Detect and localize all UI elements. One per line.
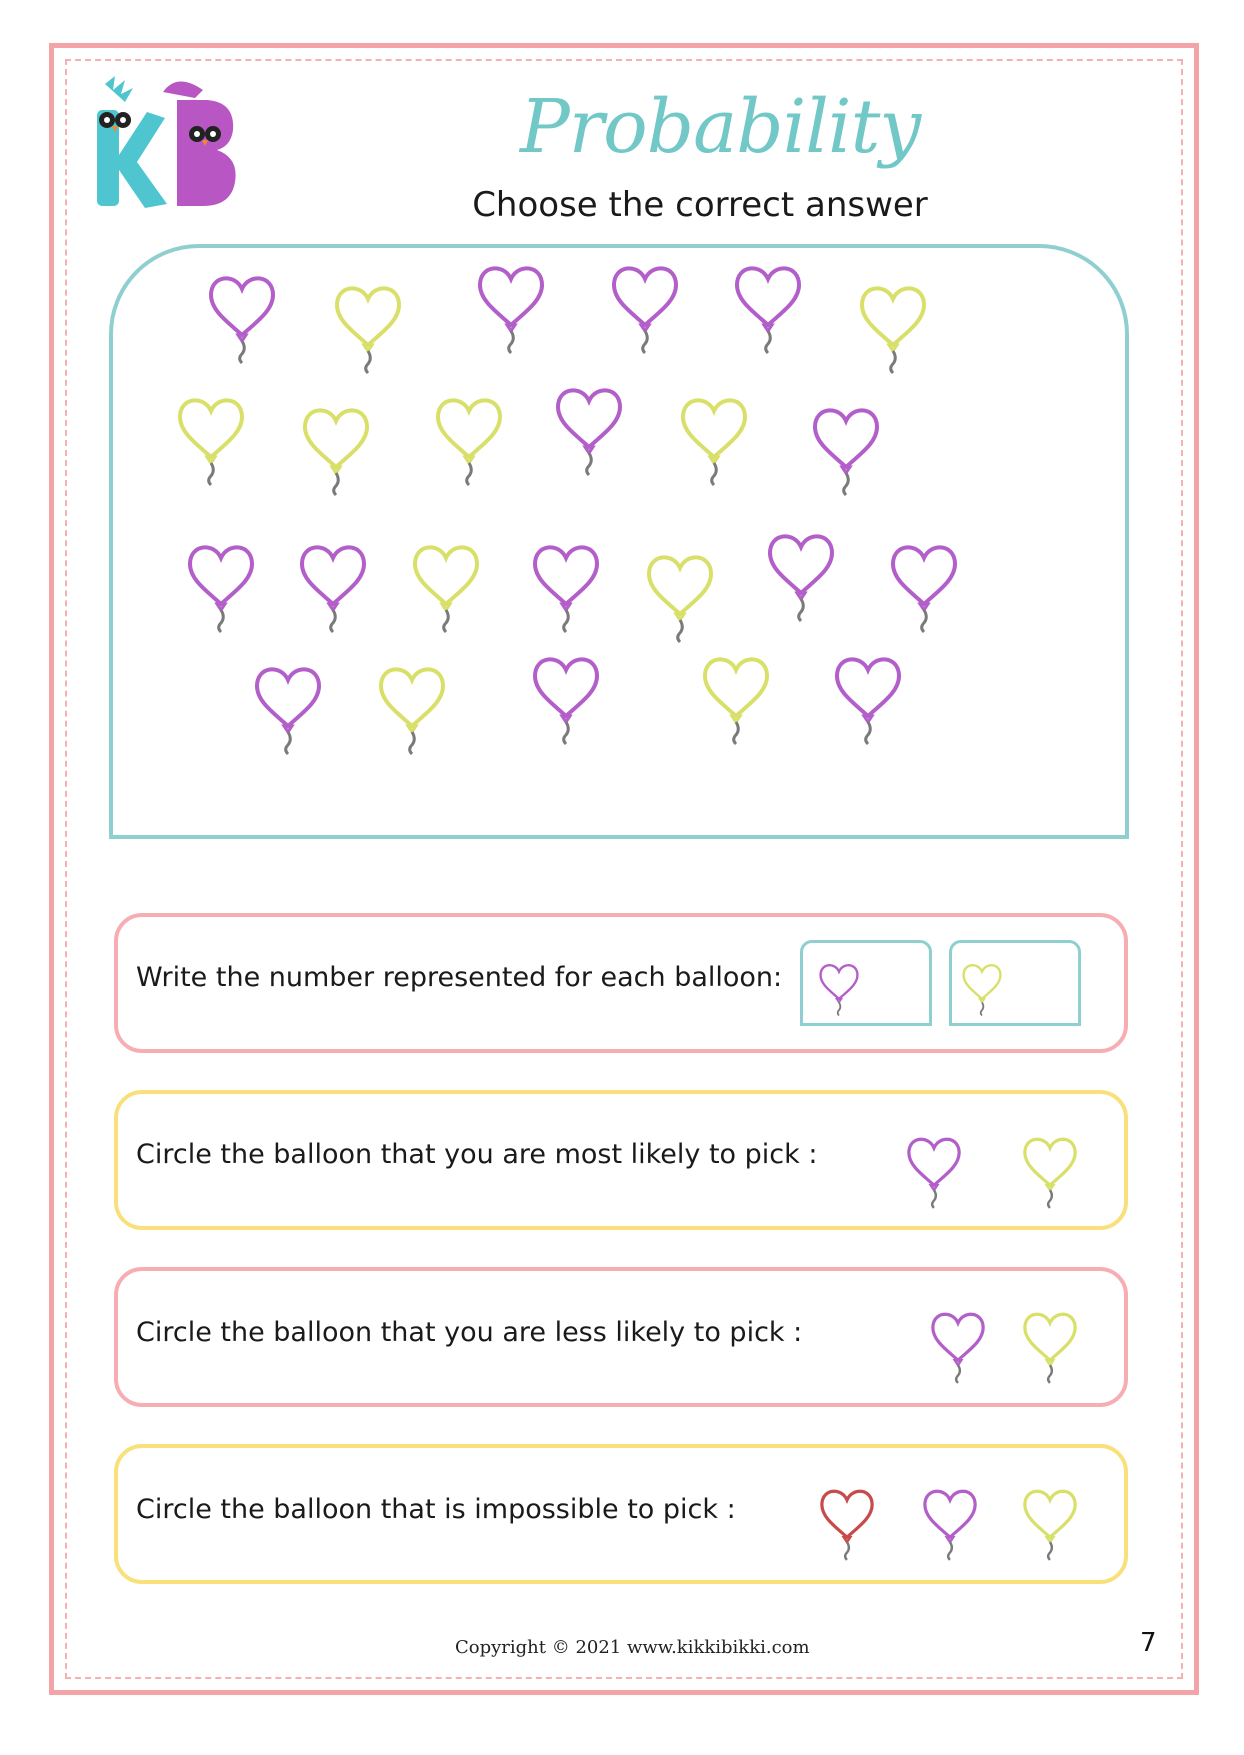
balloon-purple xyxy=(887,534,961,634)
balloon-yellow xyxy=(174,387,248,487)
page-title: Probability xyxy=(520,84,921,170)
balloon-purple xyxy=(731,255,805,355)
balloon-purple xyxy=(809,397,883,497)
balloon-yellow xyxy=(409,534,483,634)
balloon-yellow xyxy=(699,646,773,746)
copyright-text: Copyright © 2021 www.kikkibikki.com xyxy=(455,1637,810,1658)
answer-box-yellow[interactable] xyxy=(949,940,1081,1026)
balloon-icon-yellow xyxy=(960,957,1004,1017)
balloon-yellow xyxy=(331,275,405,375)
option-balloon-yellow[interactable] xyxy=(1020,1303,1080,1385)
balloon-purple xyxy=(529,534,603,634)
logo-k xyxy=(97,76,167,208)
balloon-purple xyxy=(296,534,370,634)
balloon-yellow xyxy=(375,656,449,756)
balloon-purple xyxy=(552,377,626,477)
balloon-purple xyxy=(184,534,258,634)
question-impossible-text: Circle the balloon that is impossible to pick : xyxy=(136,1494,736,1525)
option-balloon-yellow[interactable] xyxy=(1020,1480,1080,1562)
balloon-purple xyxy=(474,255,548,355)
balloon-purple xyxy=(251,656,325,756)
balloon-yellow xyxy=(643,544,717,644)
option-balloon-yellow[interactable] xyxy=(1020,1128,1080,1210)
balloon-purple xyxy=(608,255,682,355)
balloon-purple xyxy=(764,523,838,623)
balloon-yellow xyxy=(432,387,506,487)
page-number: 7 xyxy=(1140,1628,1157,1658)
option-balloon-purple[interactable] xyxy=(920,1480,980,1562)
balloon-yellow xyxy=(856,275,930,375)
balloon-yellow xyxy=(299,397,373,497)
balloon-purple xyxy=(529,646,603,746)
kb-logo xyxy=(85,72,245,212)
balloon-yellow xyxy=(677,387,751,487)
option-balloon-purple[interactable] xyxy=(928,1303,988,1385)
option-balloon-red[interactable] xyxy=(817,1480,877,1562)
question-less-likely-text: Circle the balloon that you are less likely to pick : xyxy=(136,1317,803,1348)
page-subtitle: Choose the correct answer xyxy=(472,185,928,225)
logo-b xyxy=(163,81,236,206)
option-balloon-purple[interactable] xyxy=(904,1128,964,1210)
balloon-purple xyxy=(831,646,905,746)
balloon-icon-purple xyxy=(817,957,861,1017)
question-most-likely-text: Circle the balloon that you are most likely to pick : xyxy=(136,1139,818,1170)
balloon-purple xyxy=(205,265,279,365)
question-count-text: Write the number represented for each balloon: xyxy=(136,962,783,993)
answer-box-purple[interactable] xyxy=(800,940,932,1026)
